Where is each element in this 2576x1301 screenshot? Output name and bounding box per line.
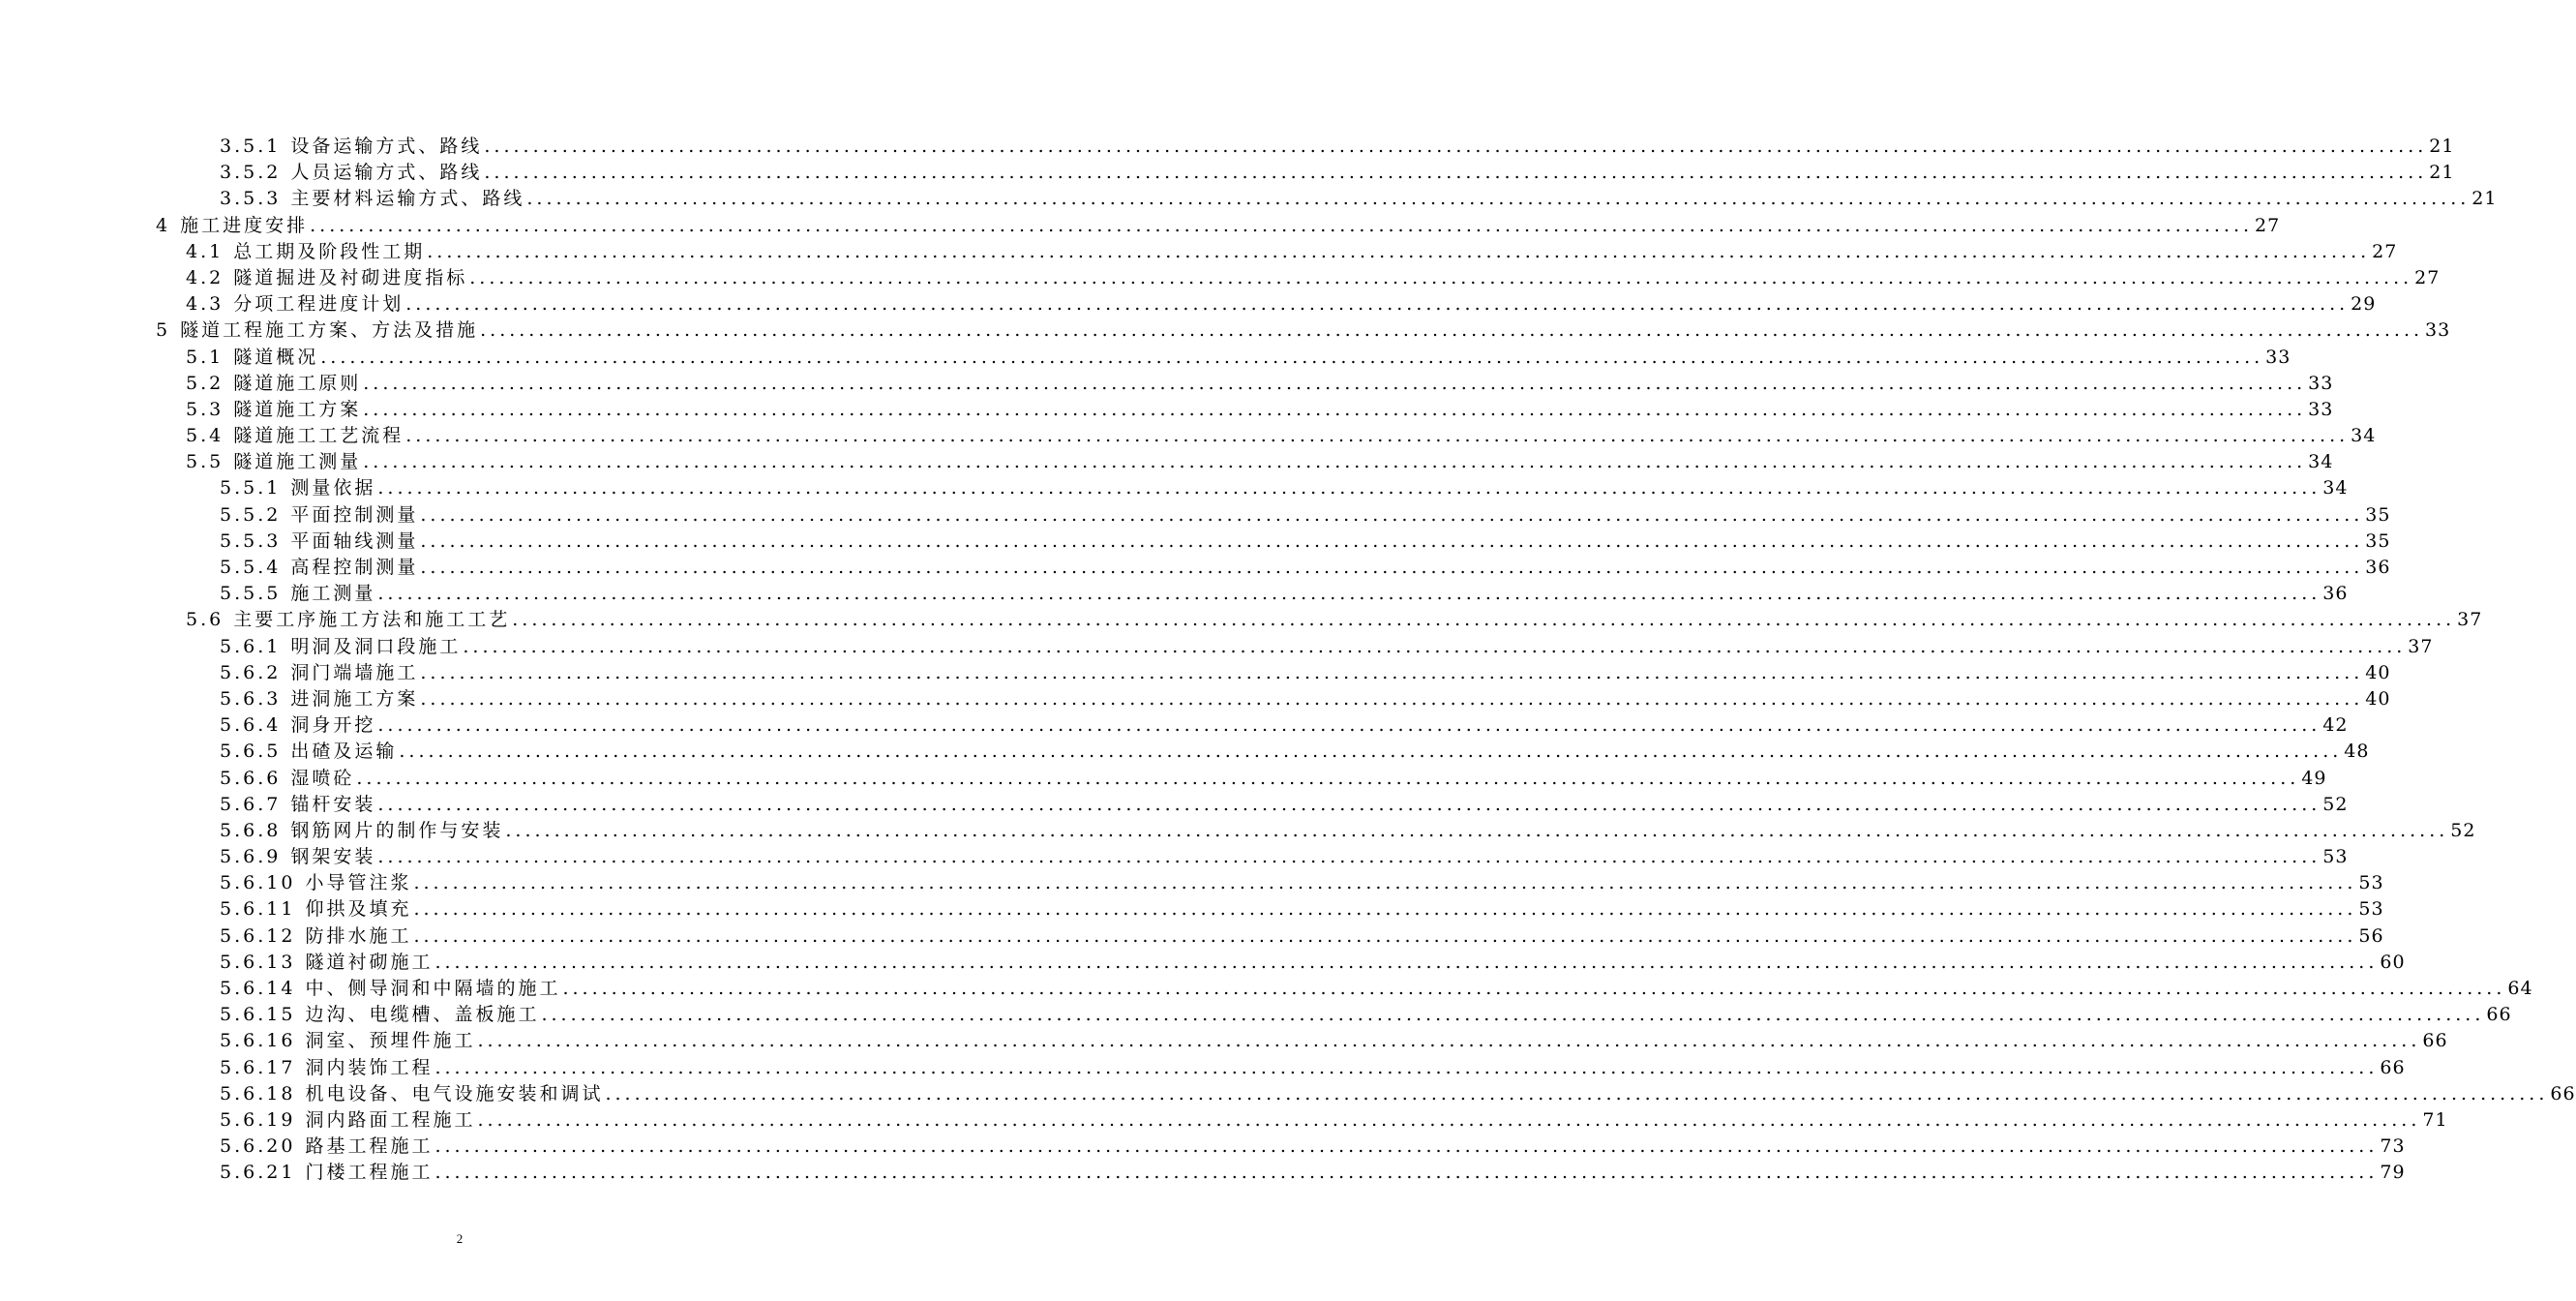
toc-entry-title: 中、侧导洞和中隔墙的施工: [305, 978, 561, 999]
toc-entry[interactable]: [0, 660, 2391, 686]
toc-entry-number: 5.6.15: [220, 1004, 296, 1026]
toc-dot-leader: ........................................................................................................................................................................................................: [420, 529, 2364, 552]
toc-entry-title: 隧道施工测量: [233, 451, 362, 473]
toc-dot-leader: ........................................................................................................................................................................................................: [310, 214, 2254, 236]
toc-entry-number: 5.6.7: [220, 793, 282, 815]
toc-entry[interactable]: [0, 291, 2377, 318]
toc-entry-title: 平面控制测量: [290, 503, 419, 526]
toc-entry-number: 5.6.8: [220, 819, 282, 841]
toc-dot-leader: ........................................................................................................................................................................................................: [363, 372, 2307, 394]
toc-entry-number: 5.6.13: [220, 951, 296, 973]
toc-entry-title: 边沟、电缆槽、盖板施工: [305, 1004, 540, 1026]
toc-entry-page: 79: [2380, 1162, 2406, 1184]
toc-entry-number: 5.5.4: [220, 557, 282, 578]
toc-entry[interactable]: [0, 712, 2349, 739]
toc-entry[interactable]: [0, 160, 2455, 186]
toc-entry-title: 明洞及洞口段施工: [290, 635, 462, 657]
toc-dot-leader: ........................................................................................................................................................................................................: [413, 872, 2357, 894]
toc-dot-leader: ........................................................................................................................................................................................................: [377, 714, 2321, 737]
toc-entry-title: 钢架安装: [290, 846, 376, 868]
toc-entry[interactable]: [0, 213, 2281, 239]
toc-entry-page: 27: [2255, 214, 2281, 236]
toc-entry-title: 总工期及阶段性工期: [233, 240, 426, 262]
toc-entry-number: 3.5.3: [220, 188, 282, 210]
toc-dot-leader: ........................................................................................................................................................................................................: [512, 609, 2456, 631]
toc-entry-page: 33: [2425, 319, 2451, 342]
toc-dot-leader: ........................................................................................................................................................................................................: [320, 346, 2264, 368]
toc-entry[interactable]: [0, 555, 2391, 581]
toc-entry-title: 分项工程进度计划: [233, 293, 404, 316]
toc-entry-number: 3.5.1: [220, 136, 282, 157]
toc-entry[interactable]: [0, 950, 2406, 976]
toc-dot-leader: ........................................................................................................................................................................................................: [434, 951, 2379, 973]
toc-entry-title: 锚杆安装: [290, 793, 376, 815]
toc-dot-leader: ........................................................................................................................................................................................................: [427, 240, 2371, 262]
toc-entry-number: 5.6.20: [220, 1135, 296, 1158]
toc-entry-page: 34: [2351, 425, 2377, 447]
toc-entry-number: 5.3: [186, 398, 225, 420]
toc-entry-number: 5.5.2: [220, 503, 282, 526]
toc-entry-title: 路基工程施工: [305, 1135, 434, 1158]
toc-entry-title: 出碴及运输: [290, 741, 398, 763]
toc-entry-page: 60: [2380, 951, 2406, 973]
toc-entry-page: 33: [2308, 372, 2334, 394]
toc-entry-title: 洞室、预埋件施工: [305, 1030, 476, 1052]
toc-entry-number: 3.5.2: [220, 162, 282, 184]
toc-entry-page: 49: [2301, 767, 2327, 789]
toc-entry-page: 34: [2322, 477, 2349, 499]
toc-entry[interactable]: [0, 186, 2498, 212]
toc-entry[interactable]: [0, 1081, 2576, 1107]
toc-entry-title: 洞门端墙施工: [290, 661, 419, 683]
toc-dot-leader: ........................................................................................................................................................................................................: [420, 503, 2364, 526]
toc-entry-title: 洞身开挖: [290, 714, 376, 737]
table-of-contents: [0, 134, 2576, 1187]
toc-entry[interactable]: [0, 449, 2334, 475]
toc-entry-page: 35: [2365, 529, 2391, 552]
toc-entry-number: 5.6.17: [220, 1056, 296, 1078]
toc-entry-page: 37: [2457, 609, 2483, 631]
toc-dot-leader: ........................................................................................................................................................................................................: [463, 635, 2407, 657]
toc-entry-number: 5: [156, 319, 171, 342]
toc-entry-number: 5.6.3: [220, 687, 282, 710]
toc-entry-title: 门楼工程施工: [305, 1162, 434, 1184]
toc-entry-page: 48: [2344, 741, 2370, 763]
toc-entry[interactable]: [0, 475, 2349, 501]
toc-entry-number: 5.6.1: [220, 635, 282, 657]
toc-entry-page: 66: [2550, 1082, 2576, 1104]
toc-entry[interactable]: [0, 1107, 2448, 1134]
toc-entry-number: 5.4: [186, 425, 225, 447]
toc-entry[interactable]: [0, 923, 2384, 950]
toc-entry-title: 洞内装饰工程: [305, 1056, 434, 1078]
toc-entry-title: 仰拱及填充: [305, 898, 412, 921]
toc-entry-number: 5.6.10: [220, 872, 296, 894]
toc-entry-number: 5.6.4: [220, 714, 282, 737]
toc-entry-number: 5.6.5: [220, 741, 282, 763]
toc-entry[interactable]: [0, 739, 2370, 765]
toc-entry-page: 33: [2308, 398, 2334, 420]
toc-dot-leader: ........................................................................................................................................................................................................: [434, 1135, 2379, 1158]
toc-entry-number: 5.6.11: [220, 898, 296, 921]
toc-entry-title: 隧道衬砌施工: [305, 951, 434, 973]
toc-entry-page: 71: [2422, 1108, 2448, 1131]
toc-entry[interactable]: [0, 686, 2391, 712]
toc-entry-number: 5.5: [186, 451, 225, 473]
toc-dot-leader: ........................................................................................................................................................................................................: [541, 1004, 2485, 1026]
toc-dot-leader: ........................................................................................................................................................................................................: [399, 741, 2343, 763]
toc-entry-title: 钢筋网片的制作与安装: [290, 819, 504, 841]
toc-entry[interactable]: [0, 134, 2455, 160]
toc-entry-title: 主要工序施工方法和施工工艺: [233, 609, 511, 631]
toc-entry-page: 66: [2422, 1030, 2448, 1052]
toc-entry-title: 湿喷砼: [290, 767, 355, 789]
toc-entry-number: 5.6.18: [220, 1082, 296, 1104]
toc-entry-title: 隧道施工工艺流程: [233, 425, 404, 447]
toc-dot-leader: ........................................................................................................................................................................................................: [420, 661, 2364, 683]
toc-entry-title: 隧道概况: [233, 346, 319, 368]
toc-dot-leader: ........................................................................................................................................................................................................: [434, 1162, 2379, 1184]
toc-entry-number: 5.6: [186, 609, 225, 631]
toc-entry[interactable]: [0, 818, 2476, 844]
toc-entry[interactable]: [0, 1002, 2512, 1028]
toc-entry[interactable]: [0, 397, 2334, 423]
toc-entry-page: 37: [2408, 635, 2434, 657]
toc-dot-leader: ........................................................................................................................................................................................................: [405, 425, 2350, 447]
toc-entry-title: 高程控制测量: [290, 557, 419, 578]
toc-entry-page: 64: [2507, 978, 2533, 999]
toc-entry-title: 人员运输方式、路线: [290, 162, 483, 184]
toc-dot-leader: ........................................................................................................................................................................................................: [377, 477, 2321, 499]
toc-entry-number: 4.3: [186, 293, 225, 316]
toc-dot-leader: ........................................................................................................................................................................................................: [480, 319, 2424, 342]
toc-entry[interactable]: [0, 239, 2398, 265]
toc-entry-page: 29: [2351, 293, 2377, 316]
toc-entry-page: 34: [2308, 451, 2334, 473]
toc-entry-page: 36: [2365, 557, 2391, 578]
toc-entry-page: 40: [2365, 687, 2391, 710]
toc-entry-title: 洞内路面工程施工: [305, 1108, 476, 1131]
toc-entry[interactable]: [0, 318, 2451, 344]
toc-entry-page: 73: [2380, 1135, 2406, 1158]
toc-dot-leader: ........................................................................................................................................................................................................: [377, 846, 2321, 868]
toc-entry-title: 隧道施工原则: [233, 372, 362, 394]
toc-entry-page: 56: [2358, 924, 2384, 947]
toc-entry-page: 52: [2450, 819, 2476, 841]
page-number: 2: [456, 1231, 464, 1246]
toc-entry[interactable]: [0, 766, 2327, 792]
toc-entry[interactable]: [0, 345, 2291, 371]
toc-entry-title: 平面轴线测量: [290, 529, 419, 552]
toc-entry[interactable]: [0, 1028, 2448, 1054]
toc-entry[interactable]: [0, 581, 2349, 607]
toc-entry[interactable]: [0, 792, 2349, 818]
toc-entry[interactable]: [0, 976, 2533, 1002]
toc-entry-title: 隧道掘进及衬砌进度指标: [233, 266, 468, 288]
toc-entry-number: 5.1: [186, 346, 225, 368]
toc-entry[interactable]: [0, 844, 2349, 870]
toc-dot-leader: ........................................................................................................................................................................................................: [562, 978, 2506, 999]
toc-dot-leader: ........................................................................................................................................................................................................: [484, 136, 2428, 157]
toc-entry-number: 5.6.2: [220, 661, 282, 683]
toc-entry-page: 21: [2471, 188, 2498, 210]
toc-entry-page: 53: [2358, 898, 2384, 921]
toc-dot-leader: ........................................................................................................................................................................................................: [413, 898, 2357, 921]
toc-dot-leader: ........................................................................................................................................................................................................: [420, 687, 2364, 710]
toc-dot-leader: ........................................................................................................................................................................................................: [363, 398, 2307, 420]
toc-entry-page: 21: [2429, 136, 2455, 157]
toc-entry-title: 测量依据: [290, 477, 376, 499]
toc-dot-leader: ........................................................................................................................................................................................................: [363, 451, 2307, 473]
toc-dot-leader: ........................................................................................................................................................................................................: [526, 188, 2471, 210]
toc-entry-title: 小导管注浆: [305, 872, 412, 894]
toc-entry-page: 27: [2372, 240, 2398, 262]
toc-dot-leader: ........................................................................................................................................................................................................: [434, 1056, 2379, 1078]
toc-entry-title: 防排水施工: [305, 924, 412, 947]
toc-entry-number: 5.6.21: [220, 1162, 296, 1184]
toc-dot-leader: ........................................................................................................................................................................................................: [377, 793, 2321, 815]
toc-entry[interactable]: [0, 634, 2434, 660]
toc-entry-number: 4.2: [186, 266, 225, 288]
toc-dot-leader: ........................................................................................................................................................................................................: [505, 819, 2449, 841]
toc-entry-page: 66: [2380, 1056, 2406, 1078]
toc-entry-page: 27: [2414, 266, 2441, 288]
toc-entry[interactable]: [0, 423, 2377, 449]
toc-entry-number: 5.6.12: [220, 924, 296, 947]
toc-entry-page: 53: [2358, 872, 2384, 894]
toc-dot-leader: ........................................................................................................................................................................................................: [377, 583, 2321, 605]
toc-entry-number: 5.6.19: [220, 1108, 296, 1131]
toc-dot-leader: ........................................................................................................................................................................................................: [469, 266, 2413, 288]
toc-dot-leader: ........................................................................................................................................................................................................: [420, 557, 2364, 578]
toc-entry-number: 4: [156, 214, 171, 236]
toc-entry-title: 机电设备、电气设施安装和调试: [305, 1082, 604, 1104]
toc-entry[interactable]: [0, 1055, 2406, 1081]
toc-entry-page: 52: [2322, 793, 2349, 815]
toc-dot-leader: ........................................................................................................................................................................................................: [484, 162, 2428, 184]
toc-entry-title: 施工进度安排: [180, 214, 309, 236]
toc-entry-title: 设备运输方式、路线: [290, 136, 483, 157]
toc-entry-number: 5.5.1: [220, 477, 282, 499]
toc-entry-title: 进洞施工方案: [290, 687, 419, 710]
toc-dot-leader: ........................................................................................................................................................................................................: [477, 1108, 2421, 1131]
toc-entry-page: 53: [2322, 846, 2349, 868]
toc-entry[interactable]: [0, 607, 2483, 633]
toc-entry-number: 5.6.9: [220, 846, 282, 868]
toc-dot-leader: ........................................................................................................................................................................................................: [405, 293, 2350, 316]
toc-dot-leader: ........................................................................................................................................................................................................: [477, 1030, 2421, 1052]
toc-entry-page: 40: [2365, 661, 2391, 683]
toc-entry-title: 隧道工程施工方案、方法及措施: [180, 319, 479, 342]
toc-entry[interactable]: [0, 502, 2391, 529]
toc-entry-number: 4.1: [186, 240, 225, 262]
toc-entry-number: 5.5.5: [220, 583, 282, 605]
toc-entry-title: 隧道施工方案: [233, 398, 362, 420]
toc-entry[interactable]: [0, 1134, 2406, 1160]
toc-dot-leader: ........................................................................................................................................................................................................: [413, 924, 2357, 947]
toc-entry[interactable]: [0, 870, 2384, 896]
toc-entry-number: 5.2: [186, 372, 225, 394]
toc-entry-number: 5.6.14: [220, 978, 296, 999]
toc-entry-page: 21: [2429, 162, 2455, 184]
toc-entry-page: 35: [2365, 503, 2391, 526]
toc-entry[interactable]: [0, 529, 2391, 555]
toc-entry-number: 5.6.16: [220, 1030, 296, 1052]
toc-entry[interactable]: [0, 265, 2441, 291]
toc-entry-number: 5.5.3: [220, 529, 282, 552]
toc-entry-title: 主要材料运输方式、路线: [290, 188, 525, 210]
toc-entry[interactable]: [0, 896, 2384, 923]
toc-entry-page: 42: [2322, 714, 2349, 737]
toc-entry[interactable]: [0, 371, 2334, 397]
toc-entry-number: 5.6.6: [220, 767, 282, 789]
toc-entry[interactable]: [0, 1160, 2406, 1186]
toc-entry-page: 33: [2265, 346, 2291, 368]
toc-entry-page: 36: [2322, 583, 2349, 605]
toc-entry-title: 施工测量: [290, 583, 376, 605]
toc-dot-leader: ........................................................................................................................................................................................................: [605, 1082, 2549, 1104]
toc-dot-leader: ........................................................................................................................................................................................................: [356, 767, 2300, 789]
toc-entry-page: 66: [2486, 1004, 2512, 1026]
